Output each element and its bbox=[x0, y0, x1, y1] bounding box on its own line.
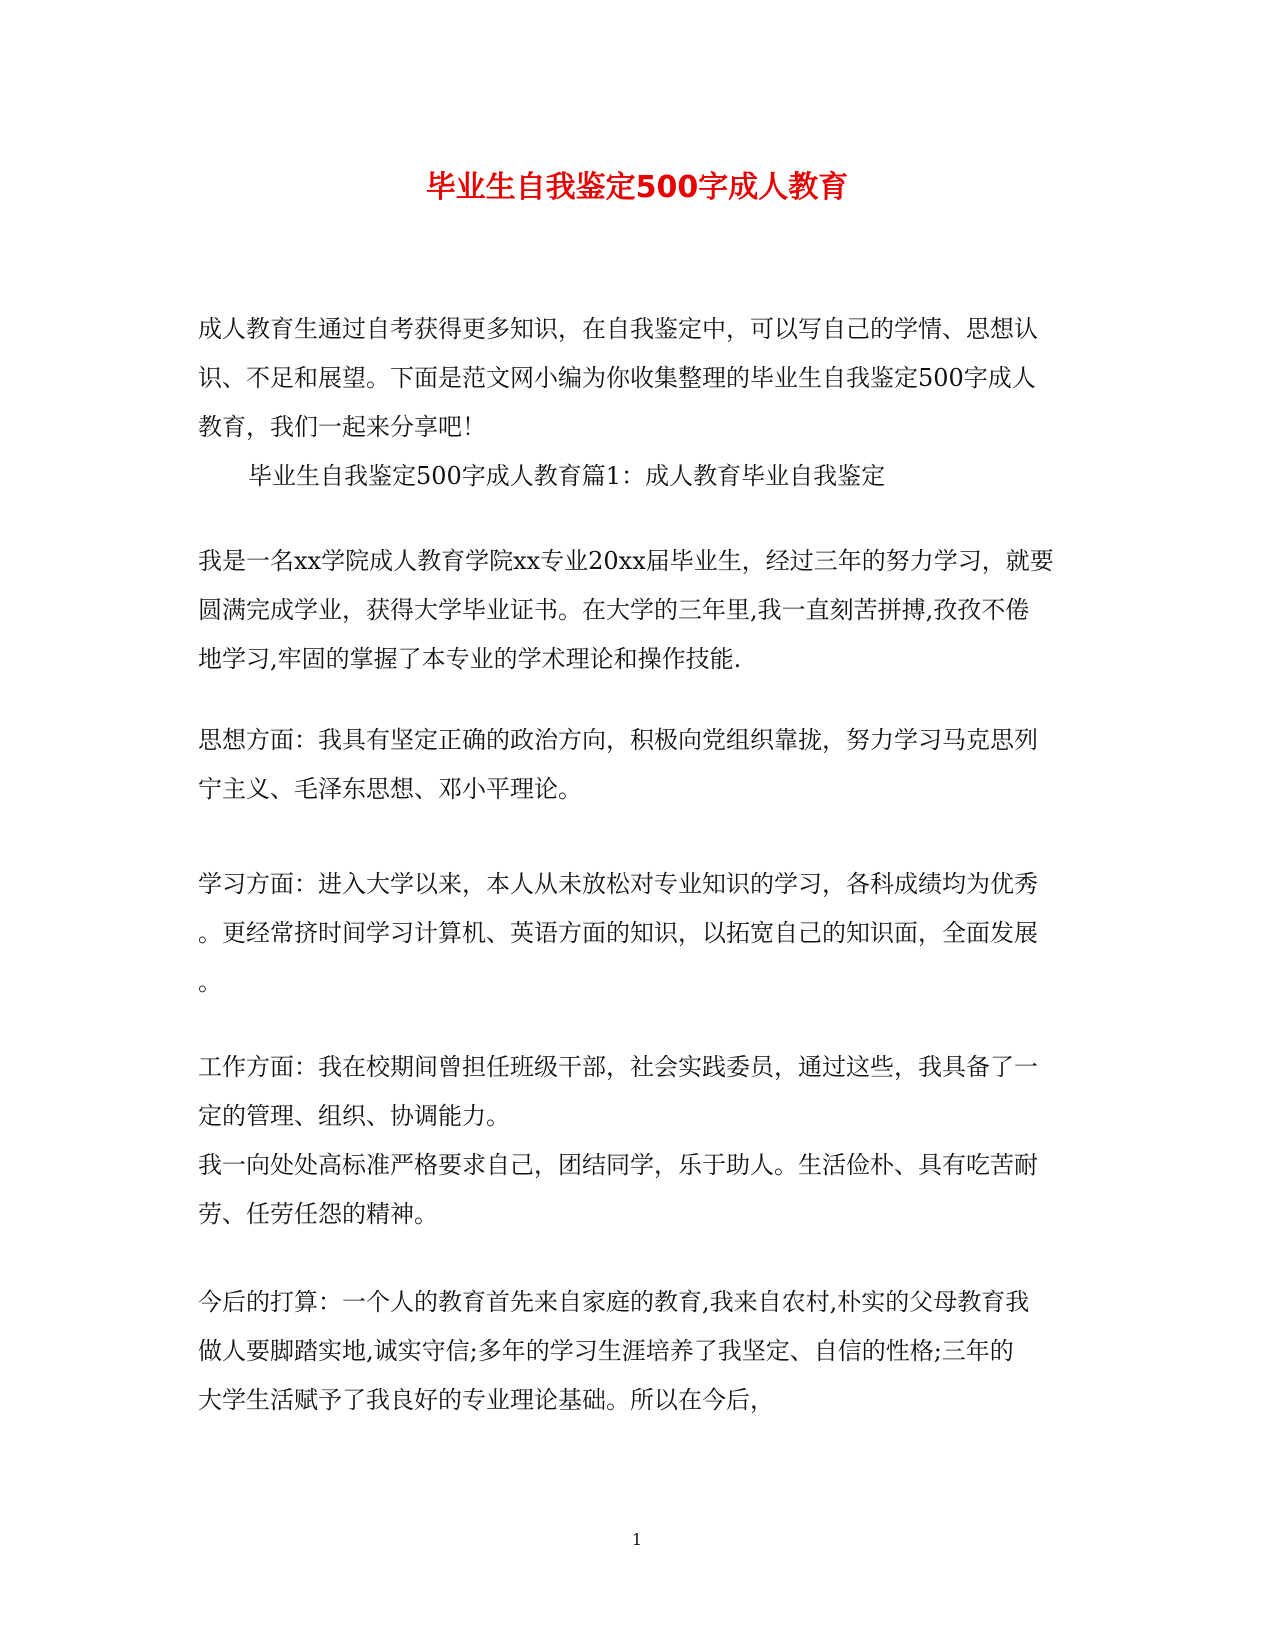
paragraph-introduction-self bbox=[198, 537, 1078, 684]
paragraph-study bbox=[198, 860, 1078, 1007]
intro-line-3: 教育，我们一起来分享吧！ bbox=[198, 413, 486, 441]
para5-line-1: 今后的打算：一个人的教育首先来自家庭的教育,我来自农村,朴实的父母教育我 bbox=[198, 1288, 1030, 1316]
para1-line-1: 我是一名xx学院成人教育学院xx专业20xx届毕业生，经过三年的努力学习，就要 bbox=[198, 547, 1054, 575]
para1-line-3: 地学习,牢固的掌握了本专业的学术理论和操作技能. bbox=[198, 645, 742, 673]
para4-line-4: 劳、任劳任怨的精神。 bbox=[198, 1200, 438, 1228]
para4-line-3: 我一向处处高标准严格要求自己，团结同学，乐于助人。生活俭朴、具有吃苦耐 bbox=[198, 1151, 1038, 1179]
document-title: 毕业生自我鉴定500字成人教育 bbox=[425, 170, 849, 205]
para5-line-3: 大学生活赋予了我良好的专业理论基础。所以在今后， bbox=[198, 1386, 774, 1414]
para3-line-1: 学习方面：进入大学以来，本人从未放松对专业知识的学习，各科成绩均为优秀 bbox=[198, 870, 1038, 898]
para1-line-2: 圆满完成学业，获得大学毕业证书。在大学的三年里,我一直刻苦拼搏,孜孜不倦 bbox=[198, 596, 1030, 624]
para4-line-2: 定的管理、组织、协调能力。 bbox=[198, 1102, 510, 1130]
section-heading: 毕业生自我鉴定500字成人教育篇1：成人教育毕业自我鉴定 bbox=[248, 462, 886, 490]
paragraph-work bbox=[198, 1043, 1078, 1239]
intro-line-1: 成人教育生通过自考获得更多知识，在自我鉴定中，可以写自己的学情、思想认 bbox=[198, 315, 1038, 343]
intro-paragraph bbox=[198, 305, 1078, 501]
intro-line-2: 识、不足和展望。下面是范文网小编为你收集整理的毕业生自我鉴定500字成人 bbox=[198, 364, 1036, 392]
page-number: 1 bbox=[631, 1530, 643, 1549]
para5-line-2: 做人要脚踏实地,诚实守信;多年的学习生涯培养了我坚定、自信的性格;三年的 bbox=[198, 1337, 1014, 1365]
para4-line-1: 工作方面：我在校期间曾担任班级干部，社会实践委员，通过这些，我具备了一 bbox=[198, 1053, 1038, 1081]
para2-line-1: 思想方面：我具有坚定正确的政治方向，积极向党组织靠拢，努力学习马克思列 bbox=[198, 726, 1038, 754]
para3-line-2: 。更经常挤时间学习计算机、英语方面的知识，以拓宽自己的知识面，全面发展 bbox=[198, 919, 1038, 947]
paragraph-future-plans bbox=[198, 1278, 1078, 1425]
para3-line-3: 。 bbox=[198, 968, 222, 996]
paragraph-ideology bbox=[198, 716, 1078, 814]
para2-line-2: 宁主义、毛泽东思想、邓小平理论。 bbox=[198, 775, 582, 803]
